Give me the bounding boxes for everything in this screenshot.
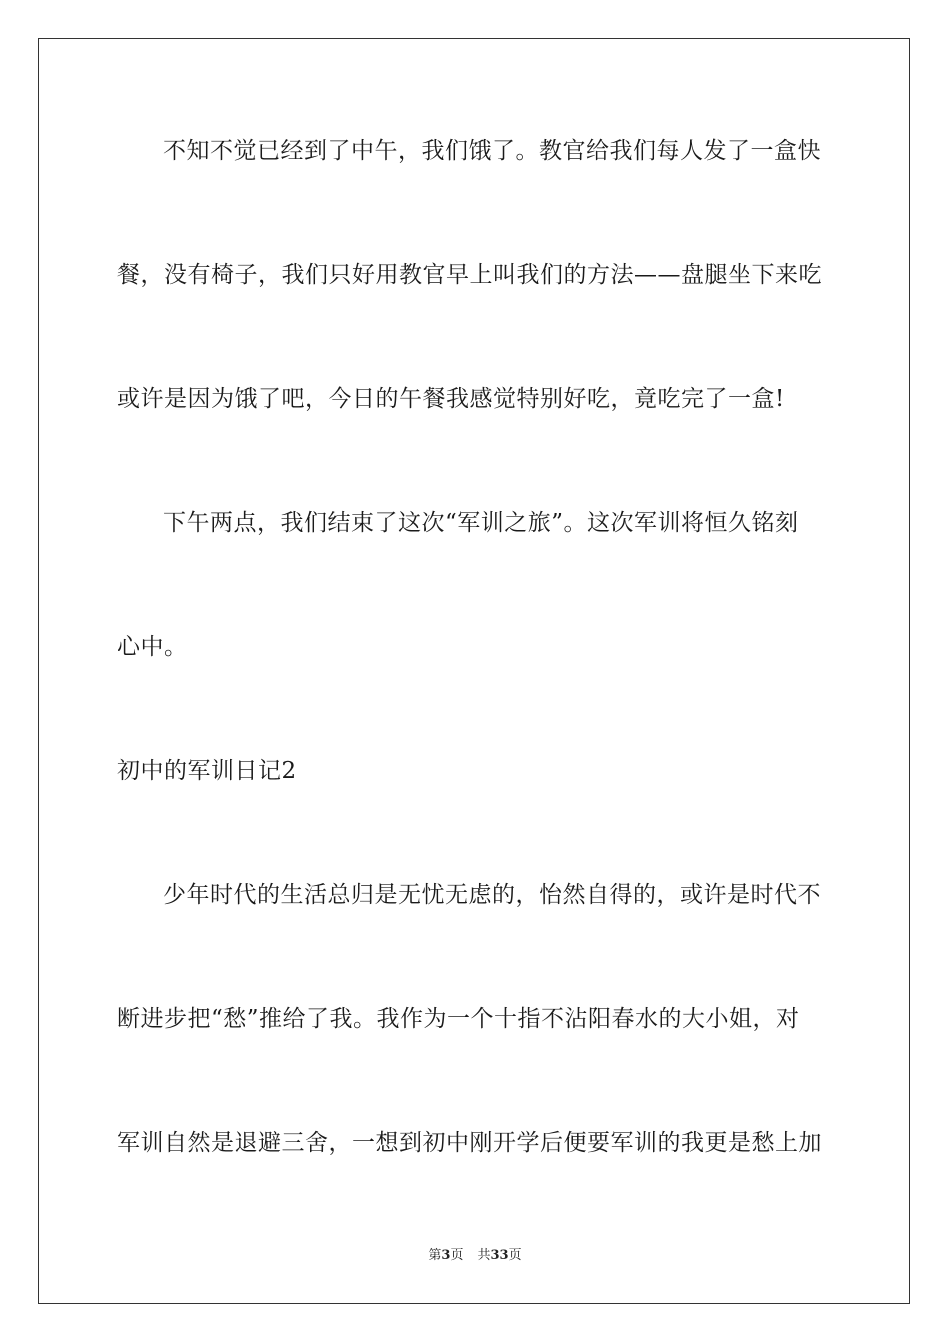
page-prefix: 第 bbox=[428, 1248, 442, 1263]
page-suffix: 页 bbox=[450, 1248, 464, 1263]
page-footer bbox=[0, 1247, 950, 1265]
paragraph-line: 断进步把“愁”推给了我。我作为一个十指不沾阳春水的大小姐，对 bbox=[117, 1006, 800, 1032]
paragraph-line: 或许是因为饿了吧，今日的午餐我感觉特别好吃，竟吃完了一盒! bbox=[117, 386, 785, 412]
total-suffix: 页 bbox=[508, 1248, 522, 1263]
page-number: 3 bbox=[441, 1248, 451, 1263]
paragraph-line: 下午两点，我们结束了这次“军训之旅”。这次军训将恒久铭刻 bbox=[163, 510, 799, 536]
total-prefix: 共 bbox=[477, 1248, 491, 1263]
total-pages: 33 bbox=[490, 1248, 509, 1263]
paragraph-line: 不知不觉已经到了中午，我们饿了。教官给我们每人发了一盒快 bbox=[163, 138, 821, 164]
paragraph-line: 少年时代的生活总归是无忧无虑的，怡然自得的，或许是时代不 bbox=[163, 882, 821, 908]
section-heading: 初中的军训日记2 bbox=[117, 758, 297, 784]
paragraph-line: 心中。 bbox=[117, 634, 188, 660]
paragraph-line: 餐，没有椅子，我们只好用教官早上叫我们的方法——盘腿坐下来吃 bbox=[117, 262, 822, 288]
page-border bbox=[38, 38, 910, 1304]
paragraph-line: 军训自然是退避三舍，一想到初中刚开学后便要军训的我更是愁上加 bbox=[117, 1130, 822, 1156]
